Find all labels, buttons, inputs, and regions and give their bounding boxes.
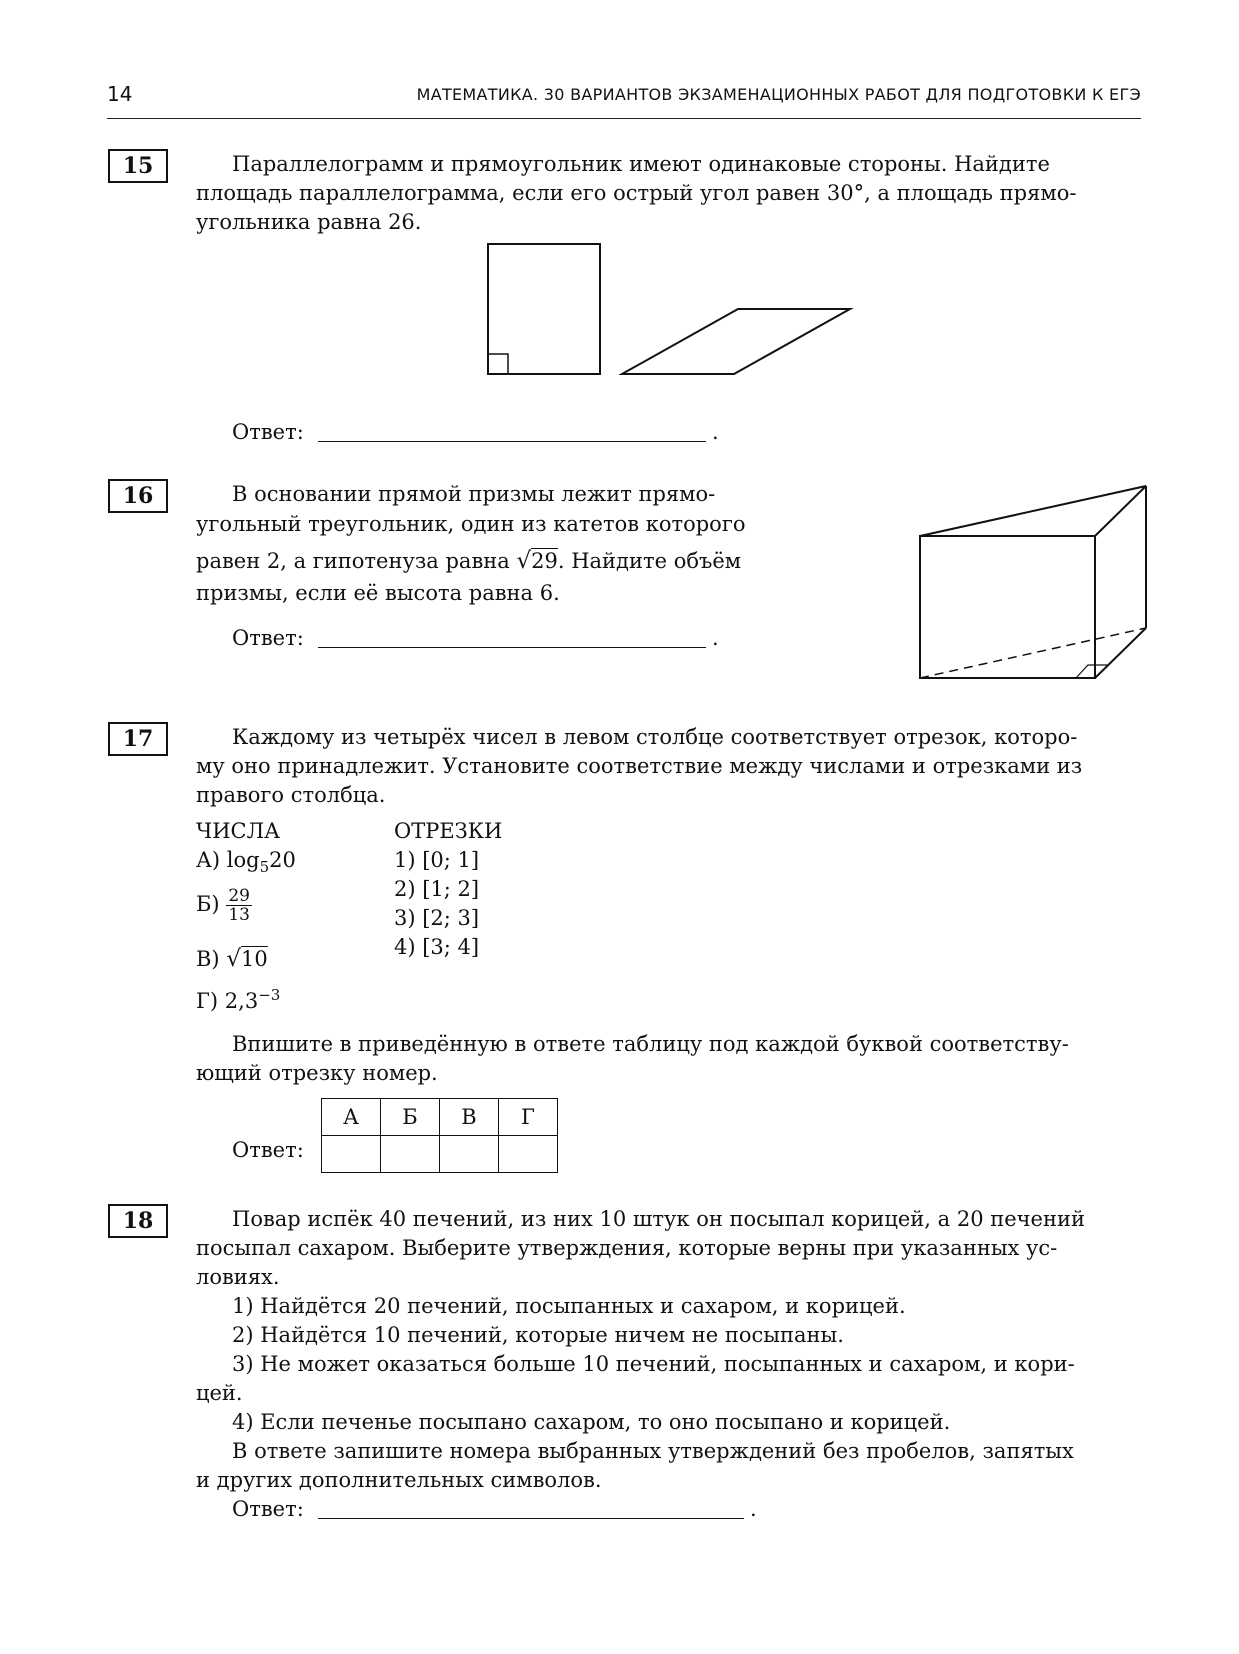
number-g <box>196 981 280 1016</box>
answer-cell-a[interactable] <box>322 1136 381 1173</box>
task-17-line-2: му оно принадлежит. Установите соответствие между числами и отрезками из <box>196 754 1083 778</box>
task-17-line-1: Каждому из четырёх чисел в левом столбце соответствует отрезок, которо- <box>232 725 1078 749</box>
answer-table-header-a: А <box>322 1099 381 1136</box>
task-15-answer-label: Ответ: <box>232 420 304 444</box>
task-15-answer-field[interactable] <box>318 441 706 442</box>
task-15-line-1: Параллелограмм и прямоугольник имеют одинаковые стороны. Найдите <box>232 152 1050 176</box>
sqrt-radicand: 29 <box>531 549 558 573</box>
task-16-number: 16 <box>108 479 168 513</box>
number-v-radicand: 10 <box>240 947 268 971</box>
task-18-answer-dot: . <box>750 1497 757 1521</box>
task-18-line-2: посыпал сахаром. Выберите утверждения, которые верны при указанных ус- <box>196 1236 1058 1260</box>
number-v-label: В) <box>196 947 220 971</box>
task-16-line-3-b: . Найдите объём <box>557 549 742 573</box>
statement-2: 2) Найдётся 10 печений, которые ничем не посыпаны. <box>232 1323 844 1347</box>
right-angle-mark <box>488 354 508 374</box>
fraction-numerator: 29 <box>228 886 250 906</box>
task-16-answer-dot: . <box>712 626 719 650</box>
task-15-answer-dot: . <box>712 420 719 444</box>
fraction-denominator: 13 <box>228 905 250 925</box>
answer-table-header-b: Б <box>381 1099 440 1136</box>
task-18-number: 18 <box>108 1204 168 1238</box>
answer-cell-b[interactable] <box>381 1136 440 1173</box>
number-a-arg: 20 <box>269 848 296 872</box>
task-18-line-3: ловиях. <box>196 1265 280 1289</box>
task-16-line-4: призмы, если её высота равна 6. <box>196 581 560 605</box>
parallelogram-shape <box>622 309 850 374</box>
task-17-answer-label: Ответ: <box>232 1138 304 1162</box>
segment-3: 3) [2; 3] <box>394 906 480 930</box>
segment-4: 4) [3; 4] <box>394 935 480 959</box>
number-v-sqrt: √ <box>226 946 241 972</box>
task-15-line-2: площадь параллелограмма, если его острый угол равен 30°, а площадь прямо- <box>196 181 1077 205</box>
prism-figure <box>910 482 1150 692</box>
task-17-instruction-2: ющий отрезку номер. <box>196 1061 438 1085</box>
segment-2: 2) [1; 2] <box>394 877 480 901</box>
task-15-figure <box>480 236 860 381</box>
answer-table-header-g: Г <box>499 1099 558 1136</box>
number-a-label: А) <box>196 848 221 872</box>
header-rule <box>107 118 1141 119</box>
task-16-line-1: В основании прямой призмы лежит прямо- <box>232 482 716 506</box>
statement-3-line-2: цей. <box>196 1381 243 1405</box>
prism-right-angle-mark <box>1076 665 1108 678</box>
task-16-answer-field[interactable] <box>318 647 706 648</box>
task-18-line-1: Повар испёк 40 печений, из них 10 штук он посыпал корицей, а 20 печений <box>232 1207 1085 1231</box>
page-number: 14 <box>107 82 133 106</box>
sqrt-symbol: √ <box>516 548 532 574</box>
segment-1: 1) [0; 1] <box>394 848 480 872</box>
number-a-log: log <box>226 848 260 872</box>
prism-hidden-edge <box>920 628 1146 678</box>
task-17-line-3: правого столбца. <box>196 783 386 807</box>
number-g-label: Г) <box>196 989 219 1013</box>
task-16-line-2: угольный треугольник, один из катетов которого <box>196 512 746 536</box>
task-17-number: 17 <box>108 722 168 756</box>
task-15-number: 15 <box>108 149 168 183</box>
prism-front-face <box>920 536 1095 678</box>
numbers-column-header: ЧИСЛА <box>196 819 281 843</box>
task-18-instruction-2: и других дополнительных символов. <box>196 1468 602 1492</box>
number-b <box>196 887 252 924</box>
answer-cell-g[interactable] <box>499 1136 558 1173</box>
statement-3-line-1: 3) Не может оказаться больше 10 печений, посыпанных и сахаром, и кори- <box>232 1352 1075 1376</box>
number-a-base: 5 <box>259 858 270 877</box>
task-16-line-3 <box>196 547 741 576</box>
number-b-fraction <box>226 887 252 924</box>
number-v <box>196 945 268 974</box>
task-16-line-3-a: равен 2, а гипотенуза равна <box>196 549 517 573</box>
segments-column-header: ОТРЕЗКИ <box>394 819 503 843</box>
task-16-answer-label: Ответ: <box>232 626 304 650</box>
answer-cell-v[interactable] <box>440 1136 499 1173</box>
task-17-instruction-1: Впишите в приведённую в ответе таблицу под каждой буквой соответству- <box>232 1032 1069 1056</box>
statement-1: 1) Найдётся 20 печений, посыпанных и сахаром, и корицей. <box>232 1294 906 1318</box>
running-title: МАТЕМАТИКА. 30 ВАРИАНТОВ ЭКЗАМЕНАЦИОННЫХ РАБОТ ДЛЯ ПОДГОТОВКИ К ЕГЭ <box>416 85 1141 104</box>
task-17-answer-table <box>321 1098 558 1173</box>
task-18-answer-label: Ответ: <box>232 1497 304 1521</box>
task-18-answer-field[interactable] <box>318 1518 744 1519</box>
statement-4: 4) Если печенье посыпано сахаром, то оно посыпано и корицей. <box>232 1410 951 1434</box>
number-a <box>196 846 296 882</box>
answer-table-header-v: В <box>440 1099 499 1136</box>
task-18-instruction-1: В ответе запишите номера выбранных утверждений без пробелов, запятых <box>232 1439 1074 1463</box>
task-15-line-3: угольника равна 26. <box>196 210 422 234</box>
number-g-base: 2,3 <box>224 989 259 1013</box>
number-g-exponent: −3 <box>258 986 281 1004</box>
number-b-label: Б) <box>196 892 220 916</box>
